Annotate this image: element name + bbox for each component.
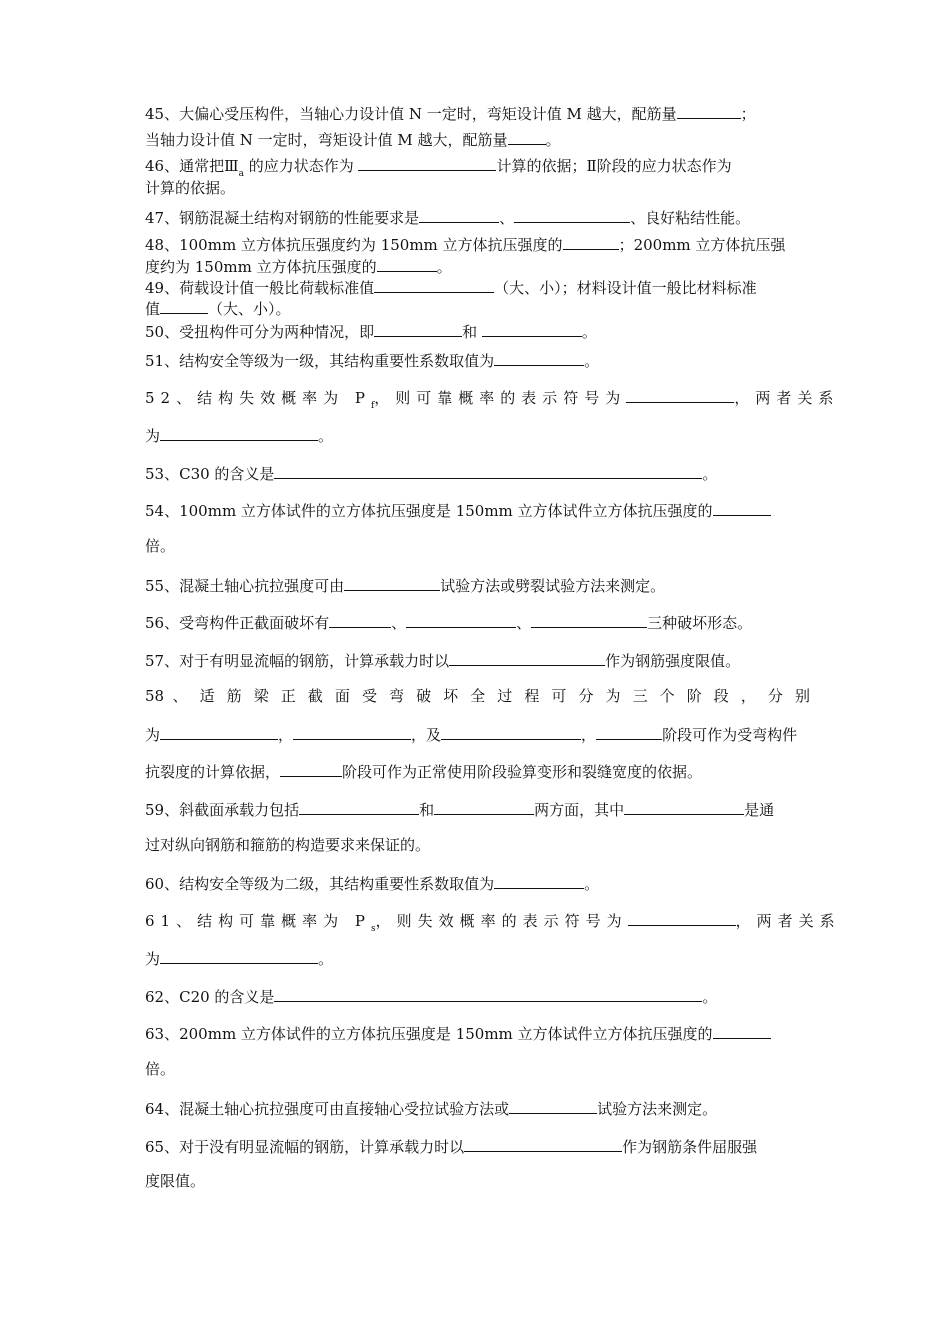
blank[interactable] bbox=[449, 648, 605, 666]
blank[interactable] bbox=[374, 275, 494, 293]
blank[interactable] bbox=[514, 205, 630, 223]
question-63: 63、200mm 立方体试件的立方体抗压强度是 150mm 立方体试件立方体抗压强度的 bbox=[145, 1021, 810, 1045]
blank[interactable] bbox=[494, 348, 584, 366]
blank[interactable] bbox=[677, 101, 741, 119]
question-62: 62、C20 的含义是 。 bbox=[145, 984, 810, 1008]
blank[interactable] bbox=[434, 797, 534, 815]
blank[interactable] bbox=[441, 722, 581, 740]
question-51: 51、结构安全等级为一级，其结构重要性系数取值为 。 bbox=[145, 348, 810, 372]
question-58-line3: 抗裂度的计算依据， 阶段可作为正常使用阶段验算变形和裂缝宽度的依据。 bbox=[145, 759, 810, 783]
blank[interactable] bbox=[358, 153, 496, 171]
blank[interactable] bbox=[624, 797, 744, 815]
question-48-line2: 度约为 150mm 立方体抗压强度的 。 bbox=[145, 254, 810, 278]
blank[interactable] bbox=[628, 908, 736, 926]
question-45-line2: 当轴力设计值 N 一定时，弯矩设计值 M 越大，配筋量 。 bbox=[145, 127, 810, 151]
blank[interactable] bbox=[274, 984, 702, 1002]
blank[interactable] bbox=[464, 1134, 622, 1152]
question-61-line2: 为 。 bbox=[145, 946, 810, 970]
question-59: 59、斜截面承载力包括 和 两方面，其中 是通 bbox=[145, 797, 810, 821]
blank[interactable] bbox=[596, 722, 662, 740]
blank[interactable] bbox=[713, 498, 771, 516]
question-65-line2: 度限值。 bbox=[145, 1172, 206, 1190]
question-53: 53、C30 的含义是 。 bbox=[145, 461, 810, 485]
blank[interactable] bbox=[160, 722, 278, 740]
question-58-line2: 为 ， ，及 ， 阶段可作为受弯构件 bbox=[145, 722, 810, 746]
question-58: 58 、 适 筋 梁 正 截 面 受 弯 破 坏 全 过 程 可 分 为 三 个 阶 段 ， 分 别 bbox=[145, 687, 810, 705]
question-63-line2: 倍。 bbox=[145, 1060, 176, 1078]
question-45: 45、大偏心受压构件，当轴心力设计值 N 一定时，弯矩设计值 M 越大，配筋量 ； bbox=[145, 101, 810, 125]
blank[interactable] bbox=[713, 1021, 771, 1039]
blank[interactable] bbox=[494, 871, 584, 889]
question-52: 52、结构失效概率为 $P_f$，则可靠概率的表示符号为 ，两者关系 bbox=[145, 385, 810, 417]
blank[interactable] bbox=[374, 319, 462, 337]
blank[interactable] bbox=[293, 722, 411, 740]
blank[interactable] bbox=[482, 319, 582, 337]
question-56: 56、受弯构件正截面破坏有 、 、 三种破坏形态。 bbox=[145, 610, 810, 634]
blank[interactable] bbox=[274, 461, 702, 479]
blank[interactable] bbox=[406, 610, 516, 628]
blank[interactable] bbox=[329, 610, 391, 628]
blank[interactable] bbox=[280, 759, 342, 777]
question-46-line2: 计算的依据。 bbox=[145, 179, 236, 197]
question-49-line2: 值 （大、小）。 bbox=[145, 296, 810, 320]
question-61: 61、结构可靠概率为 $P_s$，则失效概率的表示符号为 ，两者关系 bbox=[145, 908, 810, 940]
question-46: 46、通常把$Ⅲ_a$ 的应力状态作为 计算的依据；Ⅱ阶段的应力状态作为 bbox=[145, 153, 810, 185]
blank[interactable] bbox=[563, 232, 619, 250]
question-52-line2: 为 。 bbox=[145, 423, 810, 447]
blank[interactable] bbox=[299, 797, 419, 815]
question-54-line2: 倍。 bbox=[145, 537, 176, 555]
blank[interactable] bbox=[508, 127, 546, 145]
blank[interactable] bbox=[160, 296, 208, 314]
question-54: 54、100mm 立方体试件的立方体抗压强度是 150mm 立方体试件立方体抗压强度的 bbox=[145, 498, 810, 522]
blank[interactable] bbox=[419, 205, 499, 223]
question-59-line2: 过对纵向钢筋和箍筋的构造要求来保证的。 bbox=[145, 836, 431, 854]
question-50: 50、受扭构件可分为两种情况，即 和 。 bbox=[145, 319, 810, 343]
question-55: 55、混凝土轴心抗拉强度可由 试验方法或劈裂试验方法来测定。 bbox=[145, 573, 810, 597]
question-60: 60、结构安全等级为二级，其结构重要性系数取值为 。 bbox=[145, 871, 810, 895]
blank[interactable] bbox=[160, 423, 318, 441]
question-65: 65、对于没有明显流幅的钢筋，计算承载力时以 作为钢筋条件屈服强 bbox=[145, 1134, 810, 1158]
question-57: 57、对于有明显流幅的钢筋，计算承载力时以 作为钢筋强度限值。 bbox=[145, 648, 810, 672]
blank[interactable] bbox=[509, 1096, 597, 1114]
question-47: 47、钢筋混凝土结构对钢筋的性能要求是 、 、良好粘结性能。 bbox=[145, 205, 810, 229]
blank[interactable] bbox=[377, 254, 437, 272]
blank[interactable] bbox=[344, 573, 440, 591]
question-64: 64、混凝土轴心抗拉强度可由直接轴心受拉试验方法或 试验方法来测定。 bbox=[145, 1096, 810, 1120]
blank[interactable] bbox=[626, 385, 734, 403]
blank[interactable] bbox=[160, 946, 318, 964]
blank[interactable] bbox=[531, 610, 647, 628]
question-49: 49、荷载设计值一般比荷载标准值 （大、小）；材料设计值一般比材料标准 bbox=[145, 275, 810, 299]
question-48: 48、100mm 立方体抗压强度约为 150mm 立方体抗压强度的 ；200mm 立方体抗压强 bbox=[145, 232, 810, 256]
